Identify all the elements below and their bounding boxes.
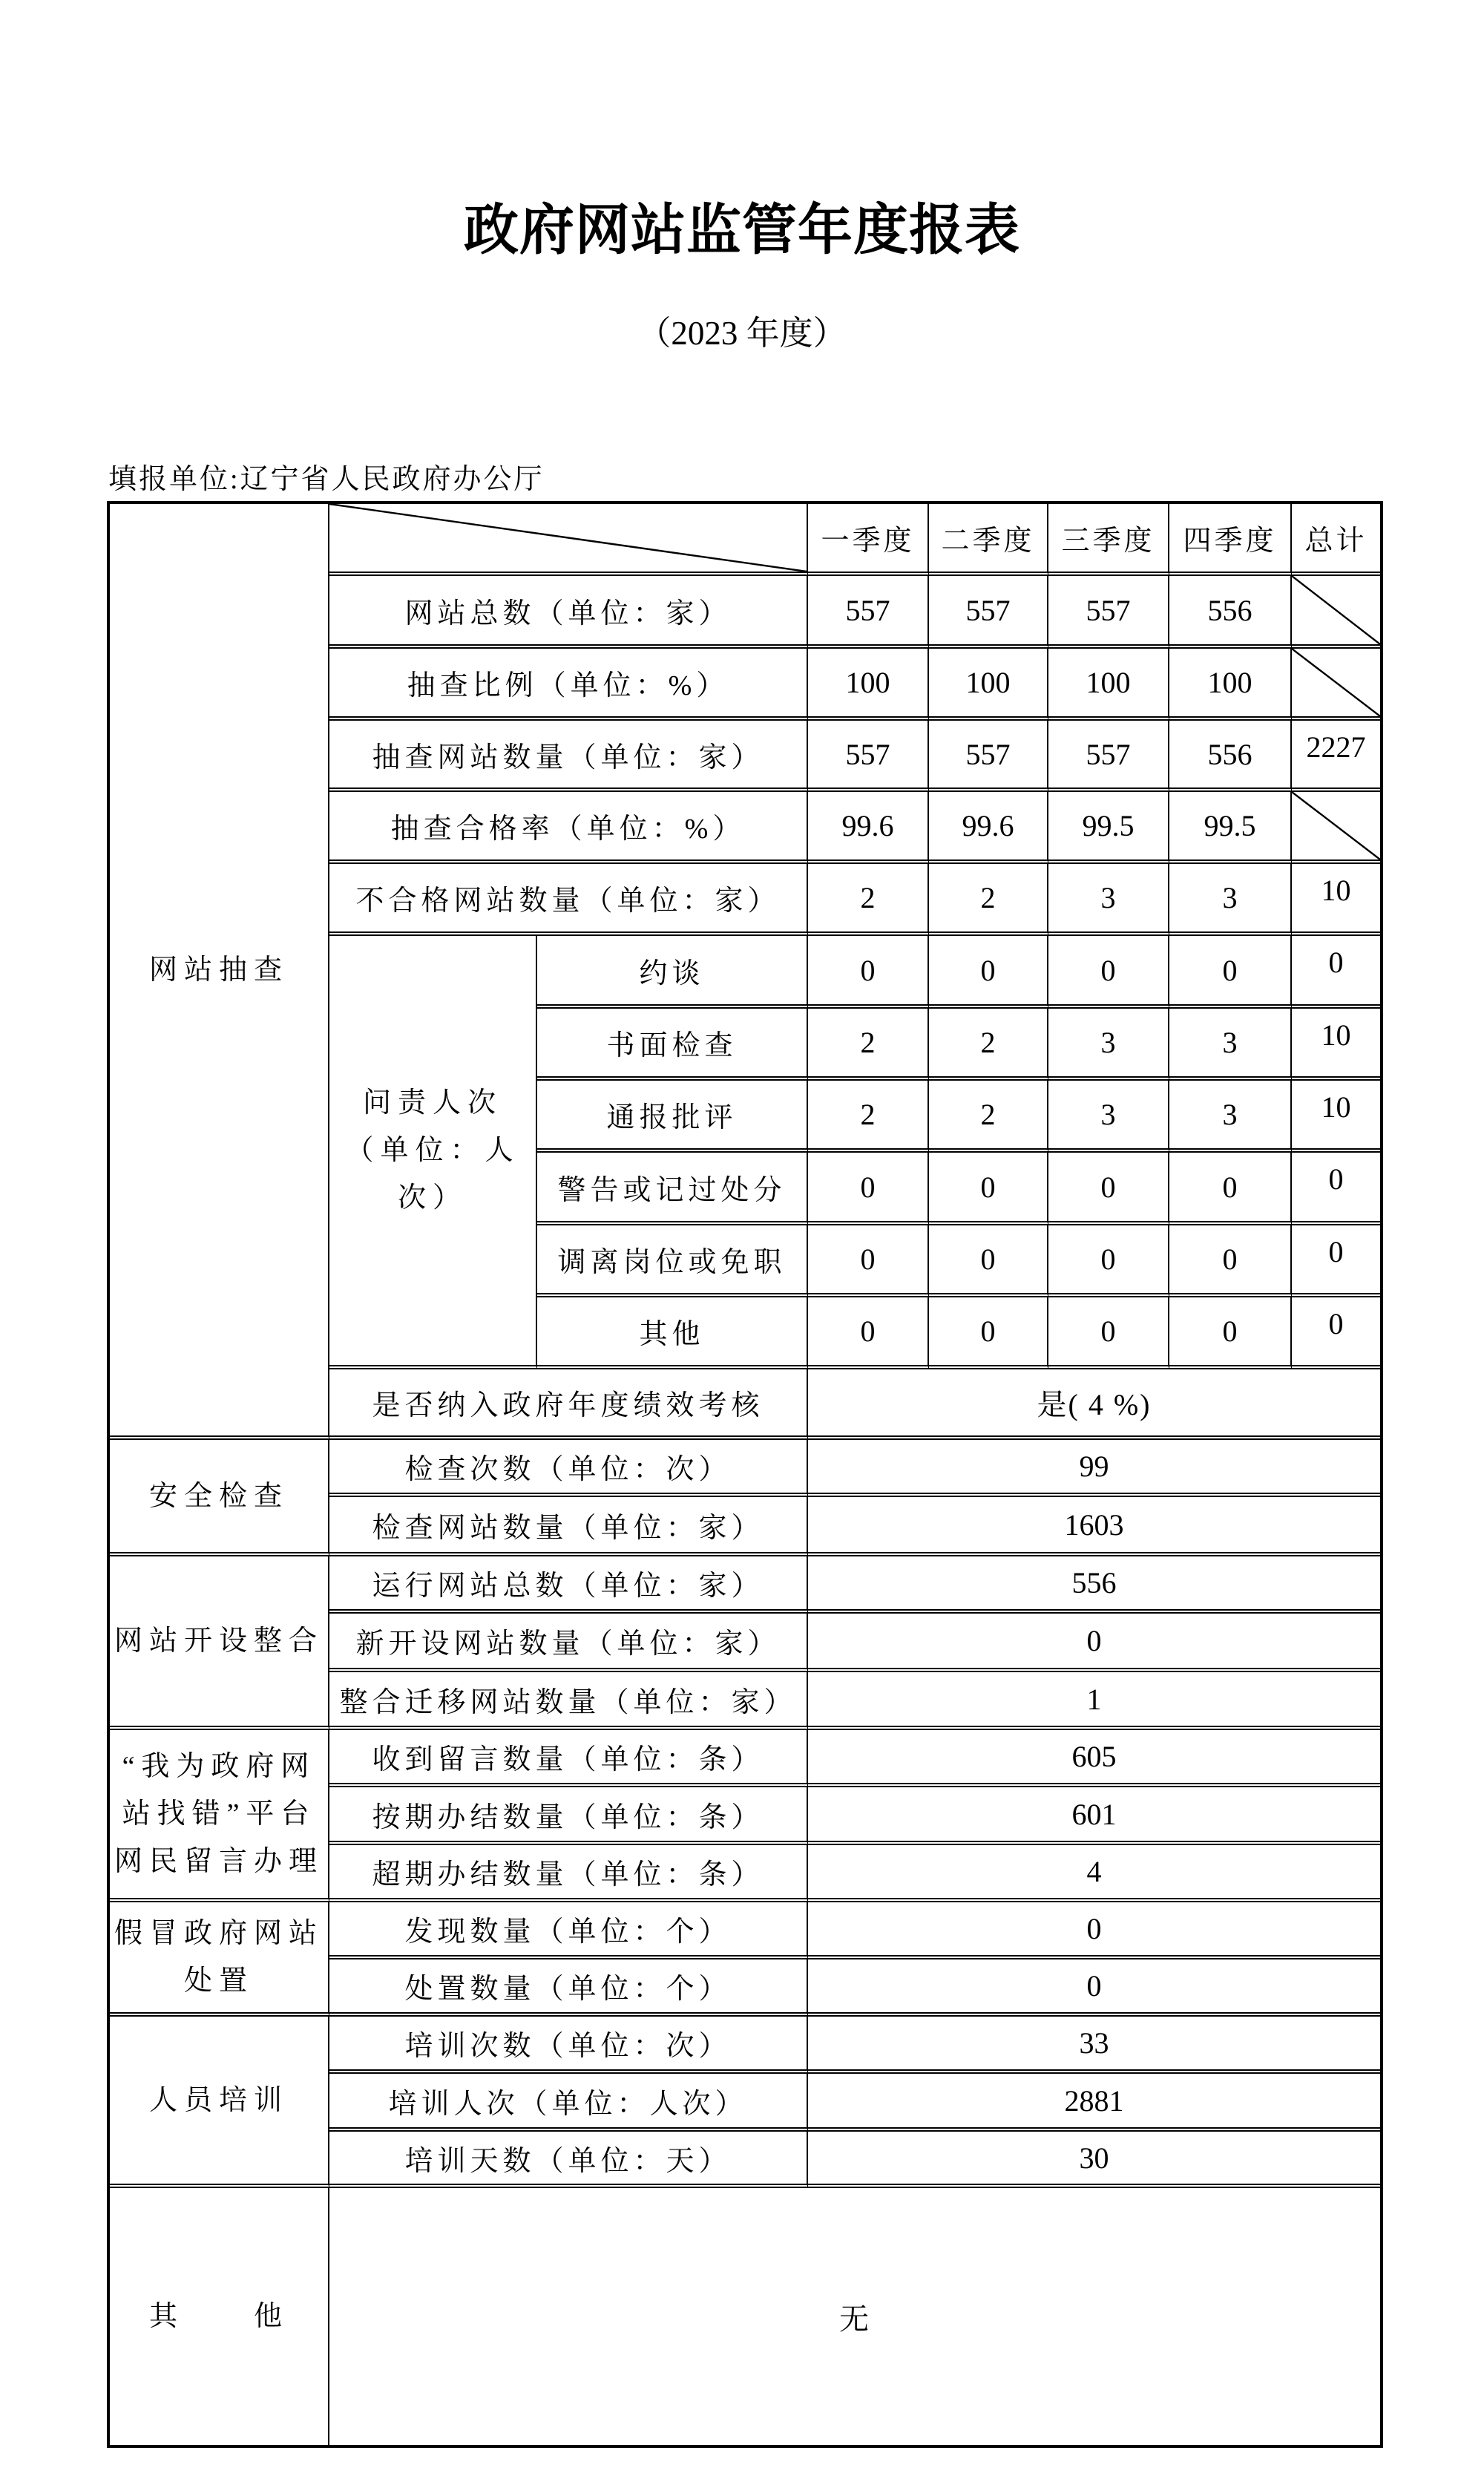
value-training-sessions: 33 [808, 2017, 1380, 2074]
label-running-sites: 运行网站总数（单位：家） [329, 1556, 808, 1614]
label-assessment: 是否纳入政府年度绩效考核 [329, 1369, 808, 1440]
value-new-sites: 0 [808, 1614, 1380, 1672]
value-interview-q3: 0 [1048, 936, 1169, 1009]
category-security-check: 安全检查 [110, 1440, 329, 1556]
value-criticism-total: 10 [1292, 1081, 1380, 1153]
value-removal-q1: 0 [808, 1225, 929, 1297]
value-sampled-sites-total: 2227 [1292, 721, 1380, 792]
total-sites-total-diagonal [1292, 576, 1380, 649]
pass-rate-total-diagonal [1292, 792, 1380, 864]
value-interview-q2: 0 [929, 936, 1048, 1009]
value-written-check-q1: 2 [808, 1009, 929, 1081]
value-acc-other-q1: 0 [808, 1297, 929, 1369]
value-warning-total: 0 [1292, 1153, 1380, 1225]
label-msg-overdue: 超期办结数量（单位：条） [329, 1845, 808, 1902]
category-feedback-platform [110, 1730, 329, 1902]
accountability-line1: 问责人次 [362, 1087, 502, 1119]
label-check-times: 检查次数（单位：次） [329, 1440, 808, 1497]
label-training-sessions: 培训次数（单位：次） [329, 2017, 808, 2074]
value-sampled-sites-q1: 557 [808, 721, 929, 792]
diagonal-slash-icon [1292, 649, 1380, 716]
col-header-q4: 四季度 [1169, 504, 1292, 576]
value-criticism-q1: 2 [808, 1081, 929, 1153]
value-warning-q4: 0 [1169, 1153, 1292, 1225]
category-fake-site-handling [110, 1902, 329, 2017]
value-msg-ontime: 601 [808, 1787, 1380, 1845]
value-pass-rate-q4: 99.5 [1169, 792, 1292, 864]
category-site-check: 网站抽查 [110, 504, 329, 1440]
label-training-days: 培训天数（单位：天） [329, 2132, 808, 2188]
diagonal-slash-icon [1292, 792, 1380, 859]
label-fake-handled: 处置数量（单位：个） [329, 1959, 808, 2017]
label-criticism: 通报批评 [537, 1081, 808, 1153]
value-pass-rate-q1: 99.6 [808, 792, 929, 864]
value-written-check-q3: 3 [1048, 1009, 1169, 1081]
feedback-line2: 站找错”平台 [122, 1798, 316, 1830]
value-failed-sites-total: 10 [1292, 864, 1380, 936]
category-training: 人员培训 [110, 2017, 329, 2188]
label-msg-received: 收到留言数量（单位：条） [329, 1730, 808, 1787]
value-warning-q3: 0 [1048, 1153, 1169, 1225]
value-sample-ratio-q3: 100 [1048, 649, 1169, 721]
value-assessment: 是( 4 %) [808, 1369, 1380, 1440]
value-written-check-total: 10 [1292, 1009, 1380, 1081]
value-interview-q1: 0 [808, 936, 929, 1009]
value-acc-other-q4: 0 [1169, 1297, 1292, 1369]
value-criticism-q3: 3 [1048, 1081, 1169, 1153]
value-acc-other-q2: 0 [929, 1297, 1048, 1369]
value-written-check-q2: 2 [929, 1009, 1048, 1081]
value-sampled-sites-q3: 557 [1048, 721, 1169, 792]
value-sample-ratio-q2: 100 [929, 649, 1048, 721]
value-pass-rate-q3: 99.5 [1048, 792, 1169, 864]
label-written-check: 书面检查 [537, 1009, 808, 1081]
value-sample-ratio-q1: 100 [808, 649, 929, 721]
label-fake-found: 发现数量（单位：个） [329, 1902, 808, 1959]
value-total-sites-q3: 557 [1048, 576, 1169, 649]
value-removal-total: 0 [1292, 1225, 1380, 1297]
label-sampled-sites: 抽查网站数量（单位：家） [329, 721, 808, 792]
fake-line2: 处置 [183, 1965, 254, 1997]
accountability-line2: （单位：人 [345, 1135, 520, 1166]
value-sample-ratio-q4: 100 [1169, 649, 1292, 721]
col-header-total: 总计 [1292, 504, 1380, 576]
label-accountability [329, 936, 537, 1369]
value-interview-total: 0 [1292, 936, 1380, 1009]
col-header-q1: 一季度 [808, 504, 929, 576]
value-removal-q3: 0 [1048, 1225, 1169, 1297]
label-sample-ratio: 抽查比例（单位：%） [329, 649, 808, 721]
value-sampled-sites-q2: 557 [929, 721, 1048, 792]
value-warning-q2: 0 [929, 1153, 1048, 1225]
label-training-attendees: 培训人次（单位：人次） [329, 2074, 808, 2132]
value-removal-q4: 0 [1169, 1225, 1292, 1297]
sample-ratio-total-diagonal [1292, 649, 1380, 721]
col-header-q3: 三季度 [1048, 504, 1169, 576]
label-failed-sites: 不合格网站数量（单位：家） [329, 864, 808, 936]
fake-line1: 假冒政府网站 [114, 1918, 324, 1949]
category-integration: 网站开设整合 [110, 1556, 329, 1730]
value-criticism-q2: 2 [929, 1081, 1048, 1153]
value-total-sites-q1: 557 [808, 576, 929, 649]
value-fake-found: 0 [808, 1902, 1380, 1959]
value-checked-site-count: 1603 [808, 1497, 1380, 1556]
value-interview-q4: 0 [1169, 936, 1292, 1009]
value-fake-handled: 0 [808, 1959, 1380, 2017]
value-failed-sites-q3: 3 [1048, 864, 1169, 936]
reporting-unit-line: 填报单位:辽宁省人民政府办公厅 [108, 464, 545, 495]
label-total-sites: 网站总数（单位：家） [329, 576, 808, 649]
value-failed-sites-q4: 3 [1169, 864, 1292, 936]
value-total-sites-q4: 556 [1169, 576, 1292, 649]
value-acc-other-q3: 0 [1048, 1297, 1169, 1369]
value-check-times: 99 [808, 1440, 1380, 1497]
diagonal-slash-icon [329, 504, 807, 572]
value-acc-other-total: 0 [1292, 1297, 1380, 1369]
label-migrated-sites: 整合迁移网站数量（单位：家） [329, 1672, 808, 1730]
value-other-note: 无 [839, 2302, 870, 2336]
label-pass-rate: 抽查合格率（单位：%） [329, 792, 808, 864]
value-failed-sites-q2: 2 [929, 864, 1048, 936]
value-pass-rate-q2: 99.6 [929, 792, 1048, 864]
doc-subtitle: （2023 年度） [637, 315, 847, 352]
value-training-days: 30 [808, 2132, 1380, 2188]
report-table [107, 501, 1383, 2448]
value-msg-overdue: 4 [808, 1845, 1380, 1902]
value-running-sites: 556 [808, 1556, 1380, 1614]
label-acc-other: 其他 [537, 1297, 808, 1369]
category-other: 其 他 [110, 2188, 329, 2445]
doc-title: 政府网站监管年度报表 [464, 200, 1020, 261]
value-training-attendees: 2881 [808, 2074, 1380, 2132]
diagonal-slash-icon [1292, 576, 1380, 644]
value-sampled-sites-q4: 556 [1169, 721, 1292, 792]
feedback-line1: “我为政府网 [122, 1751, 316, 1782]
feedback-line3: 网民留言办理 [114, 1846, 324, 1877]
label-checked-site-count: 检查网站数量（单位：家） [329, 1497, 808, 1556]
value-written-check-q4: 3 [1169, 1009, 1292, 1081]
value-removal-q2: 0 [929, 1225, 1048, 1297]
value-msg-received: 605 [808, 1730, 1380, 1787]
label-msg-ontime: 按期办结数量（单位：条） [329, 1787, 808, 1845]
label-warning: 警告或记过处分 [537, 1153, 808, 1225]
value-total-sites-q2: 557 [929, 576, 1048, 649]
accountability-line3: 次） [397, 1182, 467, 1214]
value-migrated-sites: 1 [808, 1672, 1380, 1730]
header-diagonal-cell [329, 504, 808, 576]
label-removal: 调离岗位或免职 [537, 1225, 808, 1297]
label-new-sites: 新开设网站数量（单位：家） [329, 1614, 808, 1672]
value-failed-sites-q1: 2 [808, 864, 929, 936]
value-criticism-q4: 3 [1169, 1081, 1292, 1153]
label-interview: 约谈 [537, 936, 808, 1009]
col-header-q2: 二季度 [929, 504, 1048, 576]
value-warning-q1: 0 [808, 1153, 929, 1225]
